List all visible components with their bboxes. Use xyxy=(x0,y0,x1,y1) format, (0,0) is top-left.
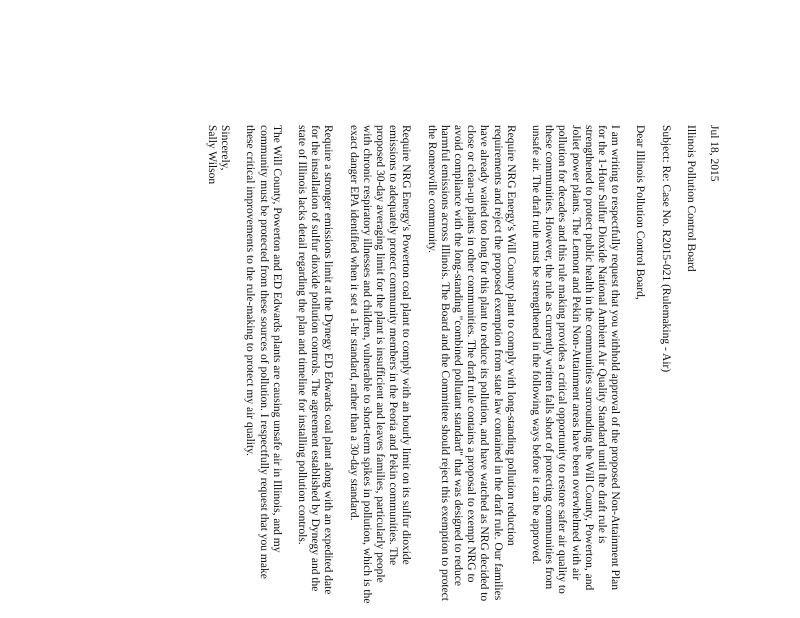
signature-name: Sally Wilson xyxy=(205,125,218,185)
paragraph-ed-edwards: Require a stronger emissions limit at the Dynegy ED Edwards coal plant along with an expedited date for the installation of sulfur dioxide pollution controls. The agreement established by Dynegy and the state of Illinois lacks detail regarding the plan and timeline for installing pollution controls. xyxy=(295,125,335,595)
paragraph-conclusion: The Will County, Powerton and ED Edwards plants are causing unsafe air in Illinois, and my community must be protected from these sources of pollution. I respectfully request that you make these critical improvements to the rule-making to protect my air quality. xyxy=(244,125,283,579)
salutation: Dear Illinois Pollution Control Board, xyxy=(634,125,647,300)
recipient-name: Illinois Pollution Control Board xyxy=(684,125,697,272)
paragraph-intro: I am writing to respectfully request that you withhold approval of the proposed Non-Attainment Plan for the 1-Hour Sulfur Dioxide National Ambient Air Quality Standard until the draft rule is strengthened to protect public health in the communities surrounding the Will County, Powerton, and Joliet power plants. The Lemont and Pekin Non-Attainment areas have been overwhelmed with air pollution for decades and this rule making provides a critical opportunity to restore safer air quality to these communities. However, the rule as currently written falls short of protecting communities from unsafe air. The draft rule must be strengthened in the following ways before it can be approved. xyxy=(529,125,622,594)
letter-body xyxy=(193,125,720,605)
closing: Sincerely, xyxy=(219,125,232,171)
paragraph-powerton: Require NRG Energy's Powerton coal plant to comply with an hourly limit on its sulfur dioxide emissions to adequately protect community members in the Peoria and Pekin communities. The proposed 30-day averaging limit for the plant is insufficient and leaves families, particularly people with chronic respiratory illnesses and children, vulnerable to short-term spikes in pollution, which is the exact danger EPA identified when it set a 1-hr standard, rather than a 30-day standard. xyxy=(347,125,413,604)
letter-date: Jul 18, 2015 xyxy=(708,125,720,182)
paragraph-will-county: Require NRG Energy's Will County plant to comply with long-standing pollution reduction requirements and reject the proposed exemption from state law contained in the draft rule. Our families have already waited too long for this plant to reduce its pollution, and have watched as NRG decided to close or clean-up plants in other communities. The draft rule contains a proposal to exempt NRG to avoid compliance with the long-standing "combined pollutant standard" that was designed to reduce harmful emissions across Illinois. The Board and the Committee should reject this exemption to protect the Romeoville community. xyxy=(425,125,517,602)
subject-line: Subject: Re: Case No. R2015-021 (Rulemaking - Air) xyxy=(659,125,672,373)
